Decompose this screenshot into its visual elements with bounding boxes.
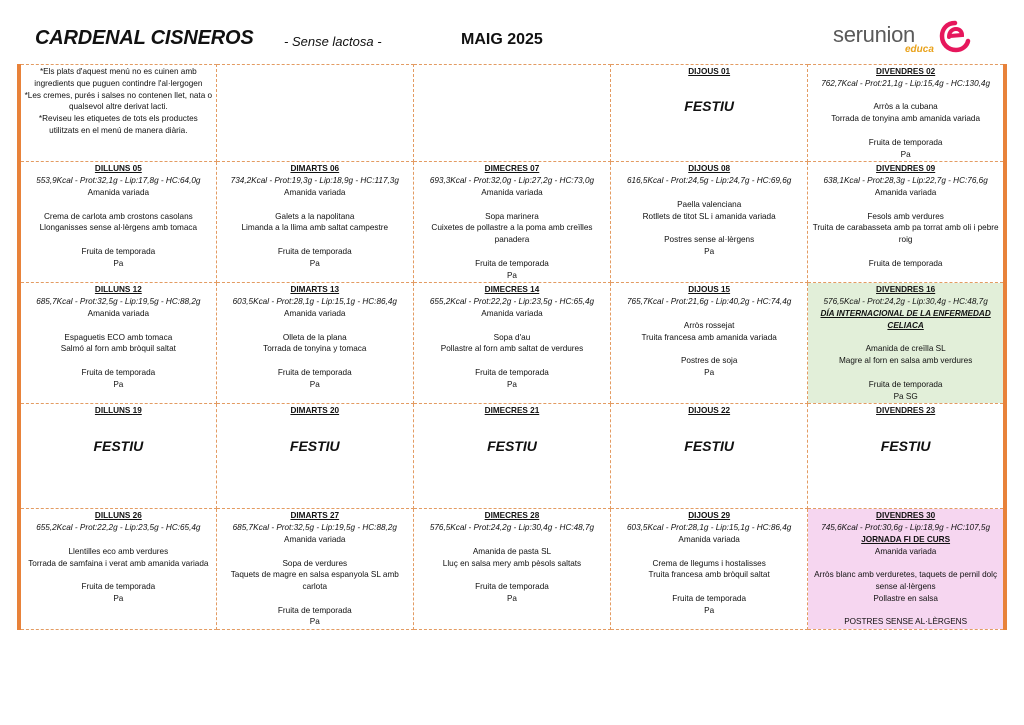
bread: Pa bbox=[309, 258, 320, 268]
dish-second: Pollastre al forn amb saltat de verdures bbox=[440, 344, 584, 354]
bread: Pa bbox=[704, 367, 715, 377]
nutrition-info: 685,7Kcal - Prot:32,5g - Lip:19,5g - HC:88,2g bbox=[36, 297, 201, 307]
bread: Pa bbox=[309, 379, 320, 389]
day-title: DIMARTS 06 bbox=[290, 164, 340, 174]
dish-first: Arròs a la cubana bbox=[873, 102, 938, 112]
day-cell bbox=[611, 404, 808, 509]
holiday-label: FESTIU bbox=[289, 437, 340, 454]
dish-second: Truita francesa amb amanida variada bbox=[641, 332, 777, 342]
dish-second: Pollastre en salsa bbox=[873, 593, 938, 603]
day-title: DIMECRES 28 bbox=[484, 511, 540, 521]
holiday-label: FESTIU bbox=[684, 437, 735, 454]
dish-first: Crema de carlota amb crostons casolans bbox=[43, 211, 193, 221]
day-cell bbox=[413, 509, 610, 630]
dish-first: Sopa d'au bbox=[493, 332, 531, 342]
dish-first: Espaguetis ECO amb tomaca bbox=[64, 332, 173, 342]
dessert: Fruita de temporada bbox=[475, 582, 549, 592]
bread: Pa bbox=[113, 258, 124, 268]
bread: Pa bbox=[506, 270, 517, 280]
dish-second: Cuixetes de pollastre a la poma amb creïlles panadera bbox=[431, 223, 593, 245]
dish-salad: Amanida variada bbox=[874, 187, 937, 197]
nutrition-info: 693,3Kcal - Prot:32,0g - Lip:27,2g - HC:73,0g bbox=[429, 176, 595, 186]
nutrition-info: 685,7Kcal - Prot:32,5g - Lip:19,5g - HC:88,2g bbox=[232, 523, 397, 533]
notes-cell bbox=[19, 65, 216, 162]
day-cell bbox=[216, 283, 413, 404]
day-title: DIVENDRES 30 bbox=[876, 511, 936, 521]
logo-sub: educa bbox=[905, 44, 934, 55]
dessert: Fruita de temporada bbox=[277, 605, 352, 615]
bread: Pa bbox=[506, 593, 517, 603]
note-line: *Reviseu les etiquetes de tots els productes utilitzats en el menú de manera diària. bbox=[38, 114, 198, 135]
day-cell bbox=[808, 404, 1005, 509]
dessert: Fruita de temporada bbox=[277, 367, 352, 377]
nutrition-info: 603,5Kcal - Prot:28,1g - Lip:15,1g - HC:86,4g bbox=[232, 297, 397, 307]
day-cell bbox=[19, 404, 216, 509]
nutrition-info: 765,7Kcal - Prot:21,6g - Lip:40,2g - HC:74,4g bbox=[627, 297, 792, 307]
dish-first: Galets a la napolitana bbox=[275, 211, 355, 221]
nutrition-info: 553,9Kcal - Prot:32,1g - Lip:17,8g - HC:64,0g bbox=[36, 176, 201, 186]
nutrition-info: 603,5Kcal - Prot:28,1g - Lip:15,1g - HC:86,4g bbox=[627, 523, 792, 533]
day-cell bbox=[413, 404, 610, 509]
dessert: Fruita de temporada bbox=[475, 258, 549, 268]
dessert: Postres sense al·lèrgens bbox=[664, 235, 755, 245]
dessert: Fruita de temporada bbox=[81, 246, 156, 256]
dish-first: Llentilles eco amb verdures bbox=[68, 546, 169, 556]
dish-first: Sopa de verdures bbox=[282, 558, 348, 568]
day-cell bbox=[216, 162, 413, 283]
dish-second: Rotllets de titot SL i amanida variada bbox=[642, 211, 776, 221]
day-title: DIVENDRES 09 bbox=[876, 164, 936, 174]
day-title: DIVENDRES 23 bbox=[876, 406, 936, 416]
bread: Pa bbox=[900, 149, 911, 159]
nutrition-info: 734,2Kcal - Prot:19,3g - Lip:18,9g - HC:117,3g bbox=[230, 176, 399, 186]
bread: Pa bbox=[113, 593, 124, 603]
day-cell bbox=[611, 65, 808, 162]
event-title: JORNADA FI DE CURS bbox=[861, 534, 951, 544]
day-title: DIMARTS 13 bbox=[290, 285, 340, 295]
nutrition-info: 576,5Kcal - Prot:24,2g - Lip:30,4g - HC:48,7g bbox=[429, 523, 595, 533]
day-cell bbox=[19, 509, 216, 630]
day-cell bbox=[611, 283, 808, 404]
day-title: DIJOUS 22 bbox=[688, 406, 731, 416]
day-title: DIJOUS 15 bbox=[688, 285, 731, 295]
nutrition-info: 638,1Kcal - Prot:28,3g - Lip:22,7g - HC:76,6g bbox=[823, 176, 988, 186]
dessert: Postres de soja bbox=[680, 356, 738, 366]
day-cell bbox=[808, 65, 1005, 162]
day-cell-celiac bbox=[808, 283, 1005, 404]
dish-first: Arròs blanc amb verduretes, taquets de pernil dolç sense al·lèrgens bbox=[814, 570, 998, 592]
day-title: DIMECRES 07 bbox=[484, 164, 540, 174]
menu-subtitle: - Sense lactosa - bbox=[284, 34, 382, 49]
day-cell bbox=[216, 404, 413, 509]
dish-salad: Amanida variada bbox=[87, 187, 150, 197]
logo-swirl-icon bbox=[939, 20, 971, 54]
day-title: DIJOUS 08 bbox=[688, 164, 731, 174]
bread: Pa bbox=[309, 617, 320, 627]
nutrition-info: 655,2Kcal - Prot:22,2g - Lip:23,5g - HC:65,4g bbox=[36, 523, 201, 533]
bread: Pa bbox=[506, 379, 517, 389]
dish-first: Olleta de la plana bbox=[282, 332, 347, 342]
dish-second: Truita de carabasseta amb pa torrat amb oli i pebre roig bbox=[812, 223, 999, 245]
dish-first: Sopa marinera bbox=[485, 211, 539, 221]
empty-cell bbox=[413, 65, 610, 162]
bread: Pa bbox=[113, 379, 124, 389]
day-title: DILLUNS 19 bbox=[94, 406, 142, 416]
bread: Pa bbox=[704, 246, 715, 256]
week-row bbox=[19, 509, 1005, 630]
dessert: Fruita de temporada bbox=[277, 246, 352, 256]
week-row bbox=[19, 404, 1005, 509]
event-title: DÍA INTERNACIONAL DE LA ENFERMEDAD CELIACA bbox=[820, 308, 991, 330]
dish-salad: Amanida variada bbox=[284, 308, 346, 318]
dish-salad: Amanida variada bbox=[284, 187, 346, 197]
day-cell bbox=[19, 162, 216, 283]
holiday-label: FESTIU bbox=[684, 98, 735, 115]
day-cell bbox=[19, 283, 216, 404]
day-cell bbox=[611, 509, 808, 630]
dish-second: Salmó al forn amb bròquil saltat bbox=[60, 344, 176, 354]
nutrition-info: 745,6Kcal - Prot:30,6g - Lip:18,9g - HC:107,5g bbox=[821, 523, 991, 533]
dish-first: Paella valenciana bbox=[677, 199, 742, 209]
dish-second: Truita francesa amb bròquil saltat bbox=[648, 570, 770, 580]
day-title: DILLUNS 26 bbox=[94, 511, 142, 521]
day-cell bbox=[611, 162, 808, 283]
school-name: CARDENAL CISNEROS bbox=[35, 27, 254, 49]
bread: Pa bbox=[704, 605, 715, 615]
day-cell bbox=[808, 162, 1005, 283]
holiday-label: FESTIU bbox=[487, 437, 537, 454]
day-title: DIJOUS 29 bbox=[688, 511, 731, 521]
note-line: *Els plats d'aquest menú no es cuinen amb ingredients que puguen contindre l'al·lergogen bbox=[34, 67, 203, 88]
dish-salad: Amanida variada bbox=[481, 187, 543, 197]
day-title: DIVENDRES 16 bbox=[876, 285, 936, 295]
dish-first: Arròs rossejat bbox=[683, 320, 735, 330]
nutrition-info: 576,5Kcal - Prot:24,2g - Lip:30,4g - HC:48,7g bbox=[823, 297, 988, 307]
nutrition-info: 655,2Kcal - Prot:22,2g - Lip:23,5g - HC:65,4g bbox=[429, 297, 595, 307]
dish-salad: Amanida variada bbox=[874, 546, 937, 556]
day-title: DIMARTS 20 bbox=[290, 406, 340, 416]
nutrition-info: 762,7Kcal - Prot:21,1g - Lip:15,4g - HC:130,4g bbox=[821, 78, 991, 88]
dish-first: Fesols amb verdures bbox=[867, 211, 944, 221]
dessert: POSTRES SENSE AL·LÈRGENS bbox=[844, 617, 968, 627]
dish-salad: Amanida variada bbox=[678, 534, 740, 544]
day-cell bbox=[413, 283, 610, 404]
dessert: Fruita de temporada bbox=[868, 137, 943, 147]
day-title: DIJOUS 01 bbox=[688, 67, 731, 76]
day-title: DIMECRES 14 bbox=[484, 285, 540, 295]
week-row bbox=[19, 65, 1005, 162]
dish-second: Taquets de magre en salsa espanyola SL amb carlota bbox=[230, 570, 399, 592]
bread: Pa SG bbox=[893, 391, 918, 401]
dish-second: Limanda a la llima amb saltat campestre bbox=[241, 223, 389, 233]
logo-word: serunion bbox=[833, 22, 915, 47]
dish-salad: Amanida variada bbox=[87, 308, 150, 318]
dish-second: Llonganisses sense al·lèrgens amb tomaca bbox=[39, 223, 198, 233]
day-title: DIMECRES 21 bbox=[484, 406, 540, 416]
holiday-label: FESTIU bbox=[880, 437, 931, 454]
dessert: Fruita de temporada bbox=[868, 379, 943, 389]
dish-salad: Amanida variada bbox=[284, 534, 346, 544]
dish-salad: Amanida variada bbox=[481, 308, 543, 318]
dish-second: Magre al forn en salsa amb verdures bbox=[838, 356, 973, 366]
dish-second: Lluç en salsa mery amb pèsols saltats bbox=[442, 558, 582, 568]
serunion-logo bbox=[833, 18, 973, 58]
nutrition-info: 616,5Kcal - Prot:24,5g - Lip:24,7g - HC:69,6g bbox=[627, 176, 792, 186]
dessert: Fruita de temporada bbox=[868, 258, 943, 268]
dish-first: Crema de llegums i hostalisses bbox=[652, 558, 766, 568]
holiday-label: FESTIU bbox=[93, 437, 144, 454]
day-cell-end-of-course bbox=[808, 509, 1005, 630]
dish-first: Amanida de pasta SL bbox=[472, 546, 552, 556]
menu-table bbox=[17, 64, 1007, 630]
dessert: Fruita de temporada bbox=[672, 593, 747, 603]
day-title: DIMARTS 27 bbox=[290, 511, 340, 521]
note-line: *Les cremes, purés i salses no contenen llet, nata o qualsevol altre derivat lacti. bbox=[24, 90, 213, 112]
day-cell bbox=[216, 509, 413, 630]
day-title: DILLUNS 12 bbox=[94, 285, 142, 295]
dish-second: Torrada de tonyina y tomaca bbox=[263, 344, 367, 354]
dessert: Fruita de temporada bbox=[475, 367, 549, 377]
dish-second: Torrada de tonyina amb amanida variada bbox=[831, 114, 981, 124]
week-row bbox=[19, 283, 1005, 404]
day-title: DIVENDRES 02 bbox=[876, 67, 936, 76]
empty-cell bbox=[216, 65, 413, 162]
dessert: Fruita de temporada bbox=[81, 367, 156, 377]
menu-month: MAIG 2025 bbox=[461, 31, 543, 48]
day-title: DILLUNS 05 bbox=[94, 164, 142, 174]
dish-first: Amanida de creïlla SL bbox=[865, 344, 946, 354]
day-cell bbox=[413, 162, 610, 283]
week-row bbox=[19, 162, 1005, 283]
dish-second: Torrada de samfaina i verat amb amanida variada bbox=[28, 558, 209, 568]
dessert: Fruita de temporada bbox=[81, 582, 156, 592]
